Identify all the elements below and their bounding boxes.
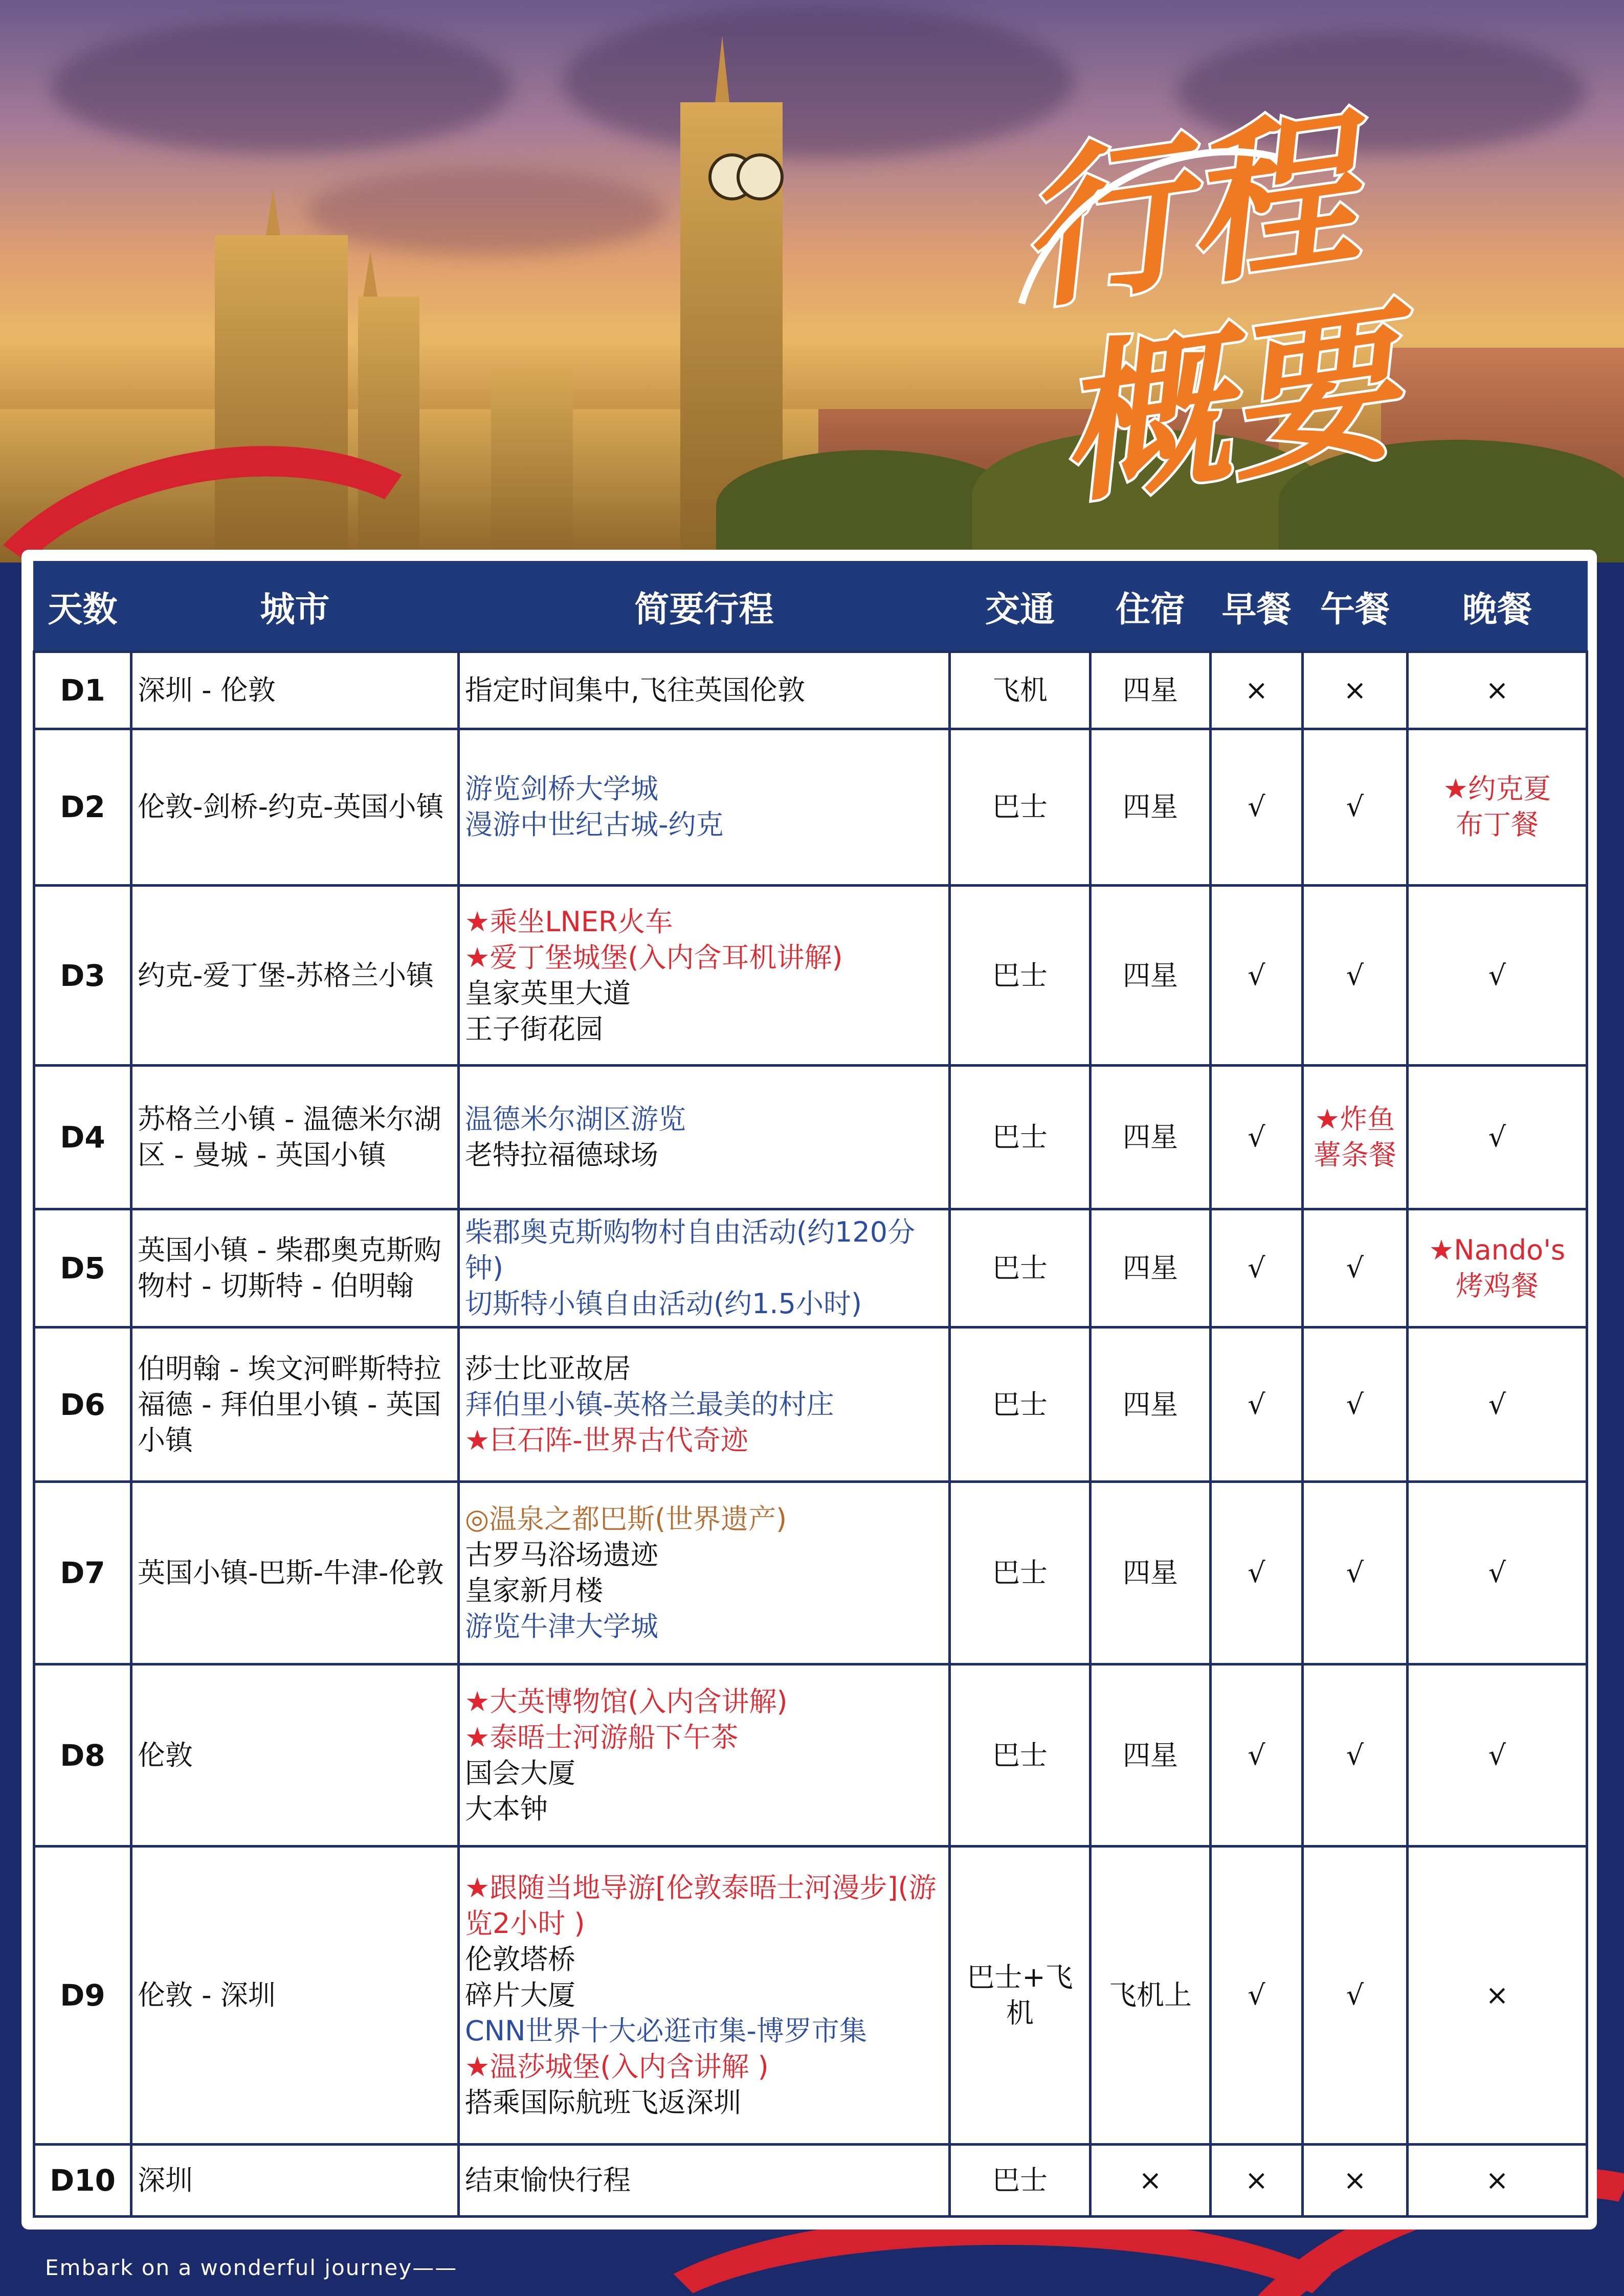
hotel-cell: 四星 [1091,1664,1211,1847]
table-row [34,886,1587,1066]
breakfast-cell: × [1211,652,1303,729]
transport-cell: 巴士 [950,1065,1091,1209]
lunch-cell: √ [1303,729,1408,886]
dinner-cell-line: × [1485,2164,1509,2197]
itinerary-cell [459,652,950,729]
dinner-cell [1408,1209,1587,1327]
itinerary-cell-line: ★乘坐LNER火车 [465,905,673,938]
lunch-cell [1303,1065,1408,1209]
title-line-2: 概要 [1045,283,1408,527]
hotel-cell: 四星 [1091,1327,1211,1481]
itinerary-cell-line: 指定时间集中,飞往英国伦敦 [465,673,806,706]
footer-tagline: Embark on a wonderful journey—— [45,2255,458,2280]
day-cell: D2 [34,729,131,886]
col-header-transport: 交通 [950,562,1091,652]
dinner-cell-line: 烤鸡餐 [1456,1270,1539,1302]
day-cell: D5 [34,1209,131,1327]
itinerary-cell-line: ★爱丁堡城堡(入内含耳机讲解) [465,941,843,974]
breakfast-cell: √ [1211,1209,1303,1327]
dinner-cell-line: √ [1488,1388,1506,1421]
dinner-cell-line: √ [1488,959,1506,992]
itinerary-cell [459,1481,950,1664]
transport-cell: 巴士 [950,886,1091,1066]
itinerary-cell-line: 伦敦塔桥 [465,1943,575,1976]
transport-cell: 飞机 [950,652,1091,729]
dinner-cell [1408,1481,1587,1664]
itinerary-cell-line: 结束愉快行程 [465,2164,631,2197]
table-row [34,1847,1587,2145]
col-header-lunch: 午餐 [1303,562,1408,652]
lunch-cell: √ [1303,1327,1408,1481]
itinerary-cell [459,2145,950,2217]
itinerary-card [21,550,1597,2230]
city-cell: 伦敦 - 深圳 [131,1847,459,2145]
dinner-cell [1408,2145,1587,2217]
dinner-cell [1408,1664,1587,1847]
table-row [34,1327,1587,1481]
dinner-cell-line: × [1485,1979,1509,2012]
day-cell: D1 [34,652,131,729]
itinerary-cell-line: ★巨石阵-世界古代奇迹 [465,1424,748,1456]
day-cell: D3 [34,886,131,1066]
col-header-dinner: 晚餐 [1408,562,1587,652]
breakfast-cell: √ [1211,1065,1303,1209]
itinerary-cell-line: 国会大厦 [465,1757,575,1789]
itinerary-cell-line: 游览牛津大学城 [465,1610,658,1642]
itinerary-cell [459,729,950,886]
hotel-cell: 四星 [1091,729,1211,886]
hotel-cell: 四星 [1091,652,1211,729]
itinerary-cell-line: 莎士比亚故居 [465,1352,631,1385]
col-header-breakfast: 早餐 [1211,562,1303,652]
itinerary-cell-line: ★跟随当地导游[伦敦泰晤士河漫步](游览2小时 ) [465,1872,937,1940]
itinerary-cell-line: ◎温泉之都巴斯(世界遗产) [465,1502,787,1535]
lunch-cell: √ [1303,886,1408,1066]
city-cell: 伦敦-剑桥-约克-英国小镇 [131,729,459,886]
itinerary-cell [459,1847,950,2145]
itinerary-cell-line: 搭乘国际航班飞返深圳 [465,2086,741,2119]
dinner-cell-line: √ [1488,1121,1506,1154]
day-cell: D9 [34,1847,131,2145]
city-cell: 英国小镇 - 柴郡奥克斯购物村 - 切斯特 - 伯明翰 [131,1209,459,1327]
breakfast-cell: √ [1211,1847,1303,2145]
col-header-hotel: 住宿 [1091,562,1211,652]
itinerary-cell-line: 老特拉福德球场 [465,1139,658,1172]
itinerary-cell-line: 拜伯里小镇-英格兰最美的村庄 [465,1388,834,1421]
transport-cell: 巴士 [950,1209,1091,1327]
day-cell: D6 [34,1327,131,1481]
city-cell: 苏格兰小镇 - 温德米尔湖区 - 曼城 - 英国小镇 [131,1065,459,1209]
itinerary-cell [459,886,950,1066]
dinner-cell [1408,1065,1587,1209]
transport-cell: 巴士 [950,1481,1091,1664]
transport-cell: 巴士 [950,729,1091,886]
itinerary-cell [459,1209,950,1327]
hotel-cell: 飞机上 [1091,1847,1211,2145]
itinerary-cell-line: 游览剑桥大学城 [465,773,658,805]
itinerary-cell-line: 温德米尔湖区游览 [465,1103,686,1136]
itinerary-cell-line: ★大英博物馆(入内含讲解) [465,1685,788,1718]
day-cell: D10 [34,2145,131,2217]
itinerary-cell [459,1327,950,1481]
dinner-cell-line: × [1485,673,1509,706]
table-row [34,729,1587,886]
table-row [34,1664,1587,1847]
dinner-cell-line: 布丁餐 [1456,808,1539,841]
title-art [995,77,1455,527]
table-row [34,1209,1587,1327]
table-row [34,1065,1587,1209]
city-cell: 深圳 - 伦敦 [131,652,459,729]
itinerary-cell [459,1065,950,1209]
dinner-cell [1408,652,1587,729]
col-header-day: 天数 [34,562,131,652]
city-cell: 英国小镇-巴斯-牛津-伦敦 [131,1481,459,1664]
table-row [34,1481,1587,1664]
hotel-cell: 四星 [1091,1481,1211,1664]
lunch-cell-line: 薯条餐 [1314,1139,1396,1172]
table-row [34,2145,1587,2217]
lunch-cell: √ [1303,1481,1408,1664]
transport-cell: 巴士 [950,1327,1091,1481]
table-header-row [34,562,1587,652]
dinner-cell [1408,729,1587,886]
city-cell: 约克-爱丁堡-苏格兰小镇 [131,886,459,1066]
title-line-1: 行程 [1005,89,1367,333]
itinerary-cell [459,1664,950,1847]
itinerary-cell-line: 王子街花园 [465,1012,603,1045]
lunch-cell: √ [1303,1847,1408,2145]
dinner-cell [1408,886,1587,1066]
hotel-cell: 四星 [1091,1065,1211,1209]
dinner-cell [1408,1327,1587,1481]
col-header-city: 城市 [131,562,459,652]
itinerary-cell-line: CNN世界十大必逛市集-博罗市集 [465,2015,867,2047]
breakfast-cell: √ [1211,886,1303,1066]
breakfast-cell: × [1211,2145,1303,2217]
transport-cell: 巴士 [950,1664,1091,1847]
hotel-cell: 四星 [1091,1209,1211,1327]
city-cell: 伦敦 [131,1664,459,1847]
lunch-cell-line: ★炸鱼 [1315,1103,1395,1136]
itinerary-cell-line: 碎片大厦 [465,1979,575,2012]
dinner-cell-line: ★Nando's [1429,1234,1566,1267]
day-cell: D8 [34,1664,131,1847]
itinerary-cell-line: 皇家英里大道 [465,977,631,1009]
dinner-cell-line: ★约克夏 [1443,773,1551,805]
city-cell: 深圳 [131,2145,459,2217]
hotel-cell: × [1091,2145,1211,2217]
lunch-cell: √ [1303,1664,1408,1847]
lunch-cell: × [1303,652,1408,729]
dinner-cell-line: √ [1488,1556,1506,1589]
table-row [34,652,1587,729]
lunch-cell: √ [1303,1209,1408,1327]
breakfast-cell: √ [1211,729,1303,886]
itinerary-cell-line: 皇家新月楼 [465,1574,603,1607]
breakfast-cell: √ [1211,1664,1303,1847]
itinerary-cell-line: 漫游中世纪古城-约克 [465,808,724,841]
itinerary-cell-line: ★泰晤士河游船下午茶 [465,1721,739,1753]
transport-cell: 巴士 [950,2145,1091,2217]
lunch-cell: × [1303,2145,1408,2217]
hero-photo [0,0,1624,562]
transport-cell: 巴士+飞机 [950,1847,1091,2145]
breakfast-cell: √ [1211,1327,1303,1481]
itinerary-cell-line: ★温莎城堡(入内含讲解 ) [465,2051,769,2083]
hotel-cell: 四星 [1091,886,1211,1066]
dinner-cell-line: √ [1488,1739,1506,1771]
itinerary-table [33,561,1588,2218]
itinerary-cell-line: 大本钟 [465,1792,548,1825]
day-cell: D7 [34,1481,131,1664]
itinerary-cell-line: 切斯特小镇自由活动(约1.5小时) [465,1288,862,1320]
itinerary-cell-line: 柴郡奥克斯购物村自由活动(约120分钟) [465,1216,916,1285]
breakfast-cell: √ [1211,1481,1303,1664]
day-cell: D4 [34,1065,131,1209]
col-header-itinerary: 简要行程 [459,562,950,652]
city-cell: 伯明翰 - 埃文河畔斯特拉福德 - 拜伯里小镇 - 英国小镇 [131,1327,459,1481]
itinerary-cell-line: 古罗马浴场遗迹 [465,1538,658,1571]
dinner-cell [1408,1847,1587,2145]
